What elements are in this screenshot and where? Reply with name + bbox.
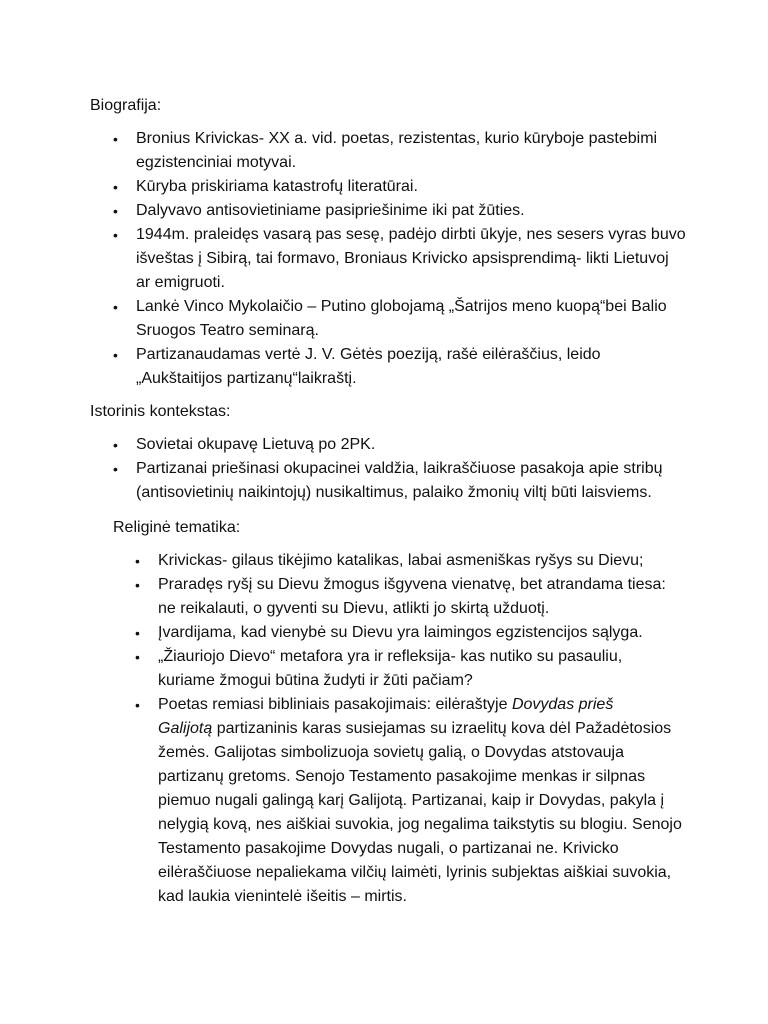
list-item [113,295,713,343]
list-item-text: Bronius Krivickas- XX a. vid. poetas, rezistentas, kurio kūryboje pastebimi [136,130,658,147]
list-item-text: Sovietai okupavę Lietuvą po 2PK. [136,436,376,453]
list-item-text: Dalyvavo antisovietiniame pasipriešinime iki pat žūties. [136,202,525,219]
list-item-text: egzistenciniai motyvai. [136,154,297,171]
list-item-long [135,693,695,909]
list-item [113,127,713,175]
list-item-text: Partizanai priešinasi okupacinei valdžia, laikraščiuose pasakoja apie stribų [136,460,663,477]
list-item-text: kad laukia vienintelė išeitis – mirtis. [158,888,407,905]
list-item [113,433,713,457]
list-item-text: kuriame žmogui būtina žudyti ir žūti pačiam? [158,672,473,689]
list-item [135,621,695,645]
list-item-text: ne reikalauti, o gyventi su Dievu, atlikti jo skirtą užduotį. [158,600,550,617]
bullet-icon: • [113,203,118,219]
bullet-icon: • [113,437,118,453]
list-item-text: eilėraščiuose nepaliekama vilčių laimėti, lyrinis subjektas aiškiai suvokia, [158,864,672,881]
list-item-text: ar emigruoti. [136,274,225,291]
bullet-icon: • [113,347,118,363]
heading-religine-tematika: Religinė tematika: [113,519,241,536]
list-item-text [158,717,695,741]
list-item-text: Praradęs ryšį su Dievu žmogus išgyvena vienatvę, bet atrandama tiesa: [158,576,666,593]
bullet-icon: • [135,577,140,593]
bullet-icon: • [113,179,118,195]
list-item-text: (antisovietinių naikintojų) nusikaltimus, palaiko žmonių viltį būti laisviems. [136,484,652,501]
bullet-icon: • [135,649,140,665]
list-item [113,457,713,505]
list-item-text: Krivickas- gilaus tikėjimo katalikas, labai asmeniškas ryšys su Dievu; [158,552,644,569]
list-item-text: Testamento pasakojime Dovydas nugali, o partizanai ne. Krivicko [158,840,619,857]
biografija-list [113,127,713,391]
list-item-text: nelygią kovą, nes aiškiai suvokia, jog negalima taikstytis su blogiu. Senojo [158,816,682,833]
religine-list [135,549,695,909]
poem-title: Dovydas prieš [511,696,614,713]
bullet-icon: • [113,299,118,315]
heading-istorinis-kontekstas: Istorinis kontekstas: [90,403,231,420]
list-item-text [158,693,695,717]
list-item [135,549,695,573]
heading-biografija: Biografija: [90,97,162,114]
list-item-text: Įvardijama, kad vienybė su Dievu yra laimingos egzistencijos sąlyga. [158,624,643,641]
list-item-text: Kūryba priskiriama katastrofų literatūrai. [136,178,418,195]
text-segment: Poetas remiasi bibliniais pasakojimais: eilėraštyje [158,696,512,713]
list-item-text: išveštas į Sibirą, tai formavo, Broniaus Krivicko apsisprendimą- likti Lietuvoj [136,250,669,267]
list-item-text: žemės. Galijotas simbolizuoja sovietų galią, o Dovydas atstovauja [158,744,625,761]
bullet-icon: • [135,625,140,641]
list-item-text: partizanų gretoms. Senojo Testamento pasakojime menkas ir silpnas [158,768,646,785]
list-item-text: „Aukštaitijos partizanų“laikraštį. [136,370,357,387]
poem-title: Galijotą [158,720,213,737]
bullet-icon: • [113,461,118,477]
list-item-text: 1944m. praleidęs vasarą pas sesę, padėjo dirbti ūkyje, nes sesers vyras buvo [136,226,686,243]
list-item-text: Sruogos Teatro seminarą. [136,322,319,339]
list-item [113,223,713,295]
text-segment: partizaninis karas susiejamas su izraelitų kova dėl Pažadėtosios [212,720,672,737]
list-item-text: „Žiauriojo Dievo“ metafora yra ir refleksija- kas nutiko su pasauliu, [158,648,623,665]
bullet-icon: • [113,131,118,147]
list-item-text: Lankė Vinco Mykolaičio – Putino globojamą „Šatrijos meno kuopą“bei Balio [136,298,667,315]
bullet-icon: • [135,697,140,713]
istorinis-list [113,433,713,505]
bullet-icon: • [113,227,118,243]
list-item [135,573,695,621]
list-item [113,175,713,199]
list-item [113,343,713,391]
list-item [135,645,695,693]
bullet-icon: • [135,553,140,569]
list-item [113,199,713,223]
list-item-text: piemuo nugali galingą karį Galijotą. Partizanai, kaip ir Dovydas, pakyla į [158,792,665,809]
list-item-text: Partizanaudamas vertė J. V. Gėtės poeziją, rašė eilėraščius, leido [136,346,601,363]
